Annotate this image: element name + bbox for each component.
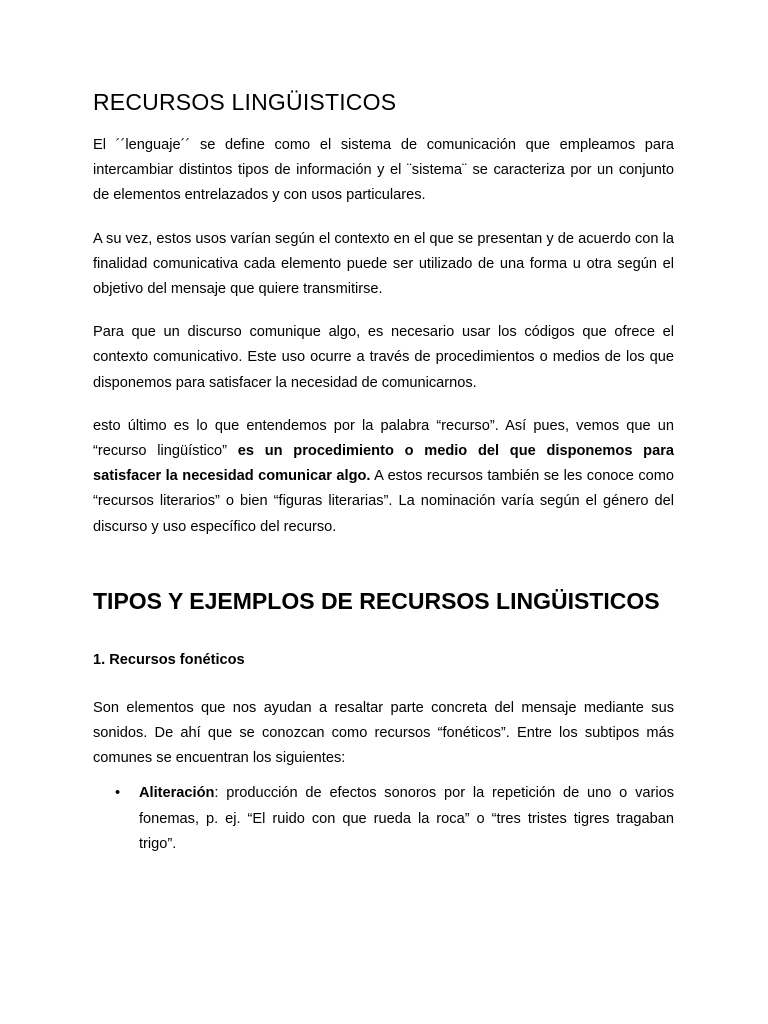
paragraph-communicative-codes: Para que un discurso comunique algo, es necesario usar los códigos que ofrece el contexto comunicativo. Este uso ocurre a través de procedimientos o medios de los que disponemos para satisfacer la necesidad de comunicarnos. bbox=[93, 324, 674, 391]
paragraph-phonetic-resources: Son elementos que nos ayudan a resaltar parte concreta del mensaje mediante sus sonidos. De ahí que se conozcan como recursos “fonéticos”. Entre los subtipos más comunes se encuentran los siguientes: bbox=[93, 699, 674, 767]
paragraph-text: A estos recursos también se les conoce como “recursos literarios” o bien “figuras literarias”. La nominación varía según el género del discurso y uso específico del recurso. bbox=[93, 468, 675, 535]
subsection-heading: 1. Recursos fonéticos bbox=[93, 651, 245, 668]
bullet-icon: • bbox=[115, 785, 121, 802]
list-item bbox=[93, 781, 674, 857]
paragraph-language-definition: El ´´lenguaje´´ se define como el sistema de comunicación que empleamos para intercambiar distintos tipos de información y el ¨sistema¨ se caracteriza por un conjunto de elementos entrelazados y con usos particulares. bbox=[93, 137, 674, 204]
bullet-term: Aliteración bbox=[139, 785, 215, 802]
bullet-list bbox=[93, 781, 674, 857]
paragraph-text: esto último es lo que entendemos por la palabra “recurso”. Así pues, vemos que un “recurso lingüístico” bbox=[93, 417, 674, 460]
document-title: RECURSOS LINGÜISTICOS bbox=[93, 89, 397, 115]
bullet-text: : producción de efectos sonoros por la repetición de uno o varios fonemas, p. ej. “El ruido con que rueda la roca” o “tres tristes tigres tragaban trigo”. bbox=[139, 785, 674, 852]
bold-definition: es un procedimiento o medio del que disponemos para satisfacer la necesidad comunicar algo. bbox=[93, 443, 674, 485]
section-heading: TIPOS Y EJEMPLOS DE RECURSOS LINGÜISTICOS bbox=[93, 587, 660, 614]
paragraph-context-usage: A su vez, estos usos varían según el contexto en el que se presentan y de acuerdo con la finalidad comunicativa cada elemento puede ser utilizado de una forma u otra según el objetivo del mensaje que quiere transmitirse. bbox=[93, 230, 674, 298]
paragraph-resource-definition bbox=[93, 414, 674, 540]
